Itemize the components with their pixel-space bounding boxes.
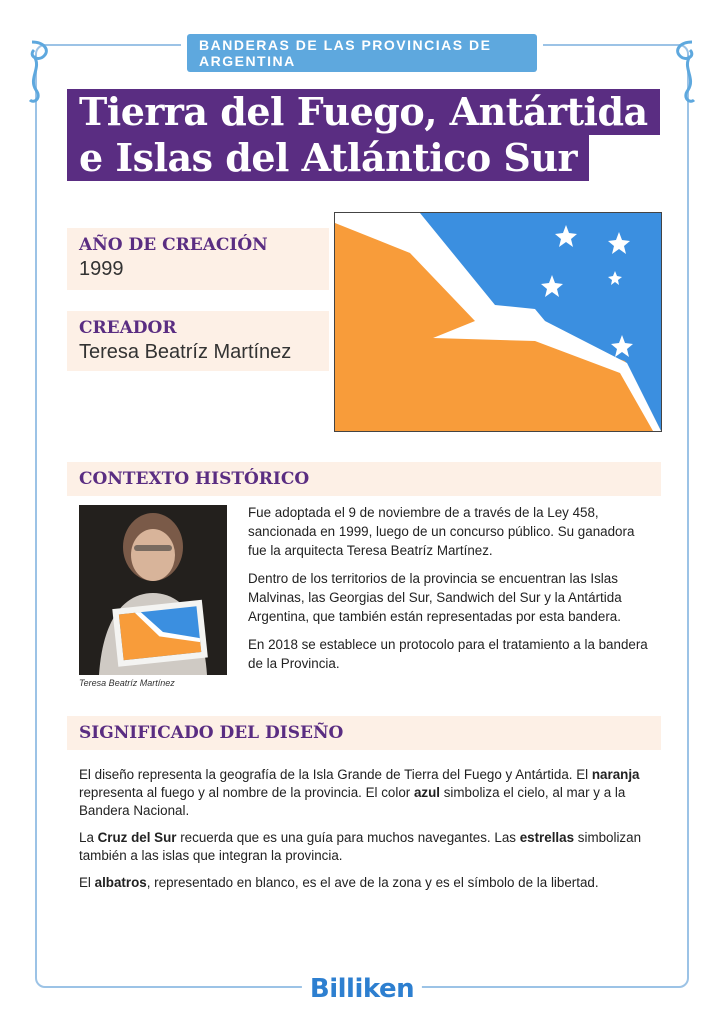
creator-label: CREADOR (79, 318, 177, 338)
title-line-2: e Islas del Atlántico Sur (67, 135, 589, 181)
year-label: AÑO DE CREACIÓN (79, 235, 268, 255)
page-title (67, 89, 660, 181)
history-heading: CONTEXTO HISTÓRICO (67, 462, 661, 496)
history-text (248, 503, 648, 682)
billiken-logo: Billiken (309, 974, 415, 1004)
title-line-1: Tierra del Fuego, Antártida (67, 89, 660, 135)
series-ribbon (181, 34, 543, 72)
design-paragraph-1: El diseño representa la geografía de la Isla Grande de Tierra del Fuego y Antártida. El naranja representa al fuego y al nombre de la provincia. El color azul simboliza el cielo, al mar y a la Bandera Nacional. (79, 767, 640, 818)
history-paragraph-3: En 2018 se establece un protocolo para el tratamiento a la bandera de la Provincia. (248, 637, 648, 671)
design-heading: SIGNIFICADO DEL DISEÑO (67, 716, 661, 750)
footer-logo (302, 974, 422, 1004)
history-paragraph-1: Fue adoptada el 9 de noviembre de a través de la Ley 458, sancionada en 1999, luego de un concurso público. Su ganadora fue la arquitecta Teresa Beatríz Martínez. (248, 505, 635, 558)
year-block (67, 228, 329, 290)
creator-photo (79, 505, 227, 675)
series-ribbon-label: BANDERAS DE LAS PROVINCIAS DE ARGENTINA (187, 34, 537, 72)
design-paragraph-3: El albatros, representado en blanco, es el ave de la zona y es el símbolo de la libertad. (79, 875, 599, 890)
province-flag (334, 212, 662, 432)
design-paragraph-2: La Cruz del Sur recuerda que es una guía para muchos navegantes. Las estrellas simbolizan también a las islas que integran la provincia. (79, 830, 642, 863)
flag-image (335, 213, 661, 431)
creator-block (67, 311, 329, 371)
design-text (79, 766, 659, 901)
year-value: 1999 (79, 258, 124, 280)
ornament-left-icon (24, 38, 54, 108)
photo-caption: Teresa Beatríz Martínez (79, 678, 175, 688)
creator-value: Teresa Beatríz Martínez (79, 341, 292, 363)
ornament-right-icon (670, 38, 700, 108)
history-paragraph-2: Dentro de los territorios de la provincia se encuentran las Islas Malvinas, las Georgias del Sur, Sandwich del Sur y la Antártida Argentina, que también están representadas por esta bandera. (248, 571, 622, 624)
